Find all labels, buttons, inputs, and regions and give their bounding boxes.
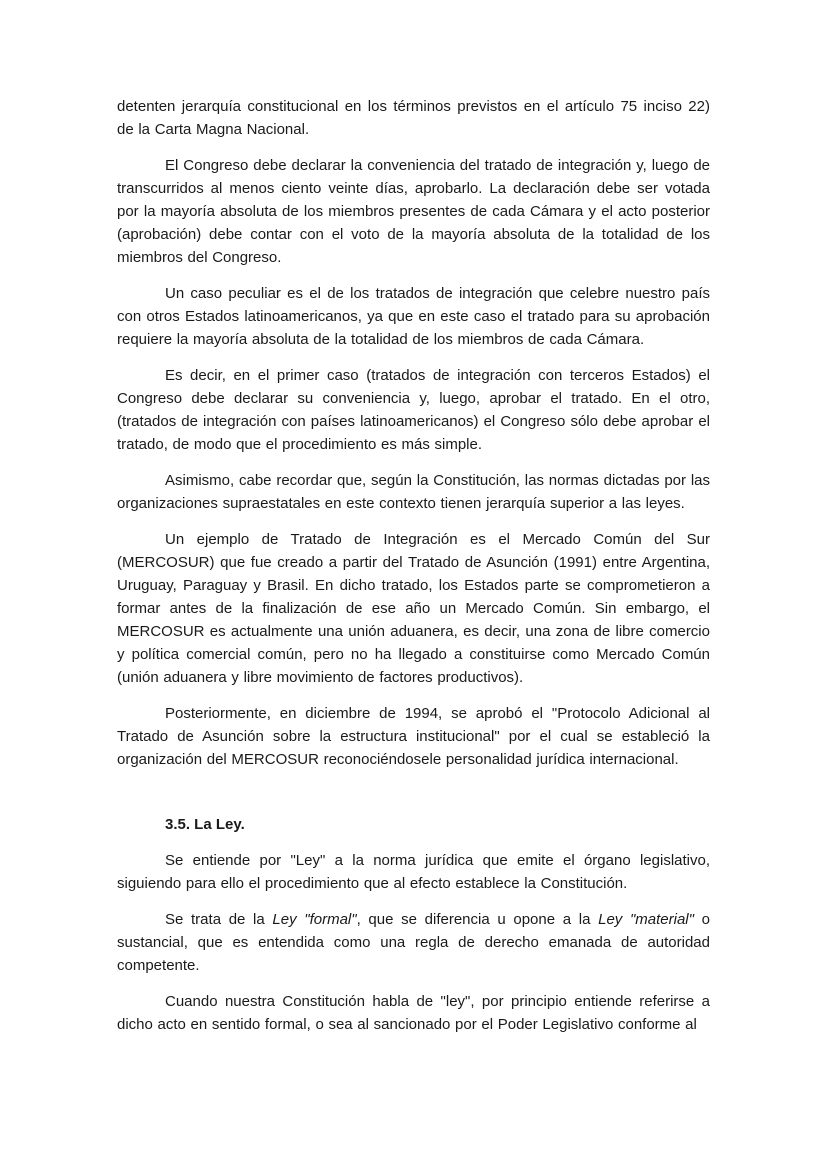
paragraph-continuation: detenten jerarquía constitucional en los términos previstos en el artículo 75 inciso 22) de la Carta Magna Nacional. — [117, 98, 710, 138]
paragraph-asimismo: Asimismo, cabe recordar que, según la Constitución, las normas dictadas por las organizaciones supraestatales en este contexto tienen jerarquía superior a las leyes. — [117, 472, 710, 512]
paragraph-caso-peculiar: Un caso peculiar es el de los tratados de integración que celebre nuestro país con otros Estados latinoamericanos, ya que en este caso el tratado para su aprobación requiere la mayoría absoluta de la totalidad de los miembros de cada Cámara. — [117, 285, 710, 348]
text-segment: o sustancial, que es entendida como una regla de derecho emanada de autoridad competente. — [117, 911, 710, 974]
paragraph-definicion-ley: Se entiende por "Ley" a la norma jurídica que emite el órgano legislativo, siguiendo para ello el procedimiento que al efecto establece la Constitución. — [117, 852, 710, 892]
text-segment: Se trata de la — [165, 911, 273, 928]
paragraph-constitucion-ley: Cuando nuestra Constitución habla de "ley", por principio entiende referirse a dicho acto en sentido formal, o sea al sancionado por el Poder Legislativo conforme al — [117, 993, 710, 1033]
text-segment: , que se diferencia u opone a la — [356, 911, 599, 928]
paragraph-protocolo: Posteriormente, en diciembre de 1994, se aprobó el "Protocolo Adicional al Tratado de Asunción sobre la estructura institucional" por el cual se estableció la organización del MERCOSUR reconociéndosele personalidad jurídica internacional. — [117, 705, 710, 768]
paragraph-ley-formal — [117, 908, 710, 977]
paragraph-es-decir: Es decir, en el primer caso (tratados de integración con terceros Estados) el Congreso debe declarar su conveniencia y, luego, aprobar el tratado. En el otro, (tratados de integración con países latinoamericanos) el Congreso sólo debe aprobar el tratado, de modo que el procedimiento es más simple. — [117, 367, 710, 453]
document-page — [117, 95, 710, 1049]
emphasis-ley-formal: Ley "formal" — [272, 911, 357, 928]
paragraph-congreso-declaracion: El Congreso debe declarar la conveniencia del tratado de integración y, luego de transcurridos al menos ciento veinte días, aprobarlo. La declaración debe ser votada por la mayoría absoluta de los miembros presentes de cada Cámara y el acto posterior (aprobación) debe contar con el voto de la mayoría absoluta de la totalidad de los miembros del Congreso. — [117, 157, 710, 266]
section-heading: 3.5. La Ley. — [165, 816, 245, 833]
paragraph-mercosur: Un ejemplo de Tratado de Integración es el Mercado Común del Sur (MERCOSUR) que fue creado a partir del Tratado de Asunción (1991) entre Argentina, Uruguay, Paraguay y Brasil. En dicho tratado, los Estados parte se comprometieron a formar antes de la finalización de ese año un Mercado Común. Sin embargo, el MERCOSUR es actualmente una unión aduanera, es decir, una zona de libre comercio y política comercial común, pero no ha llegado a constituirse como Mercado Común (unión aduanera y libre movimiento de factores productivos). — [117, 531, 710, 686]
emphasis-ley-material: Ley "material" — [598, 911, 694, 928]
